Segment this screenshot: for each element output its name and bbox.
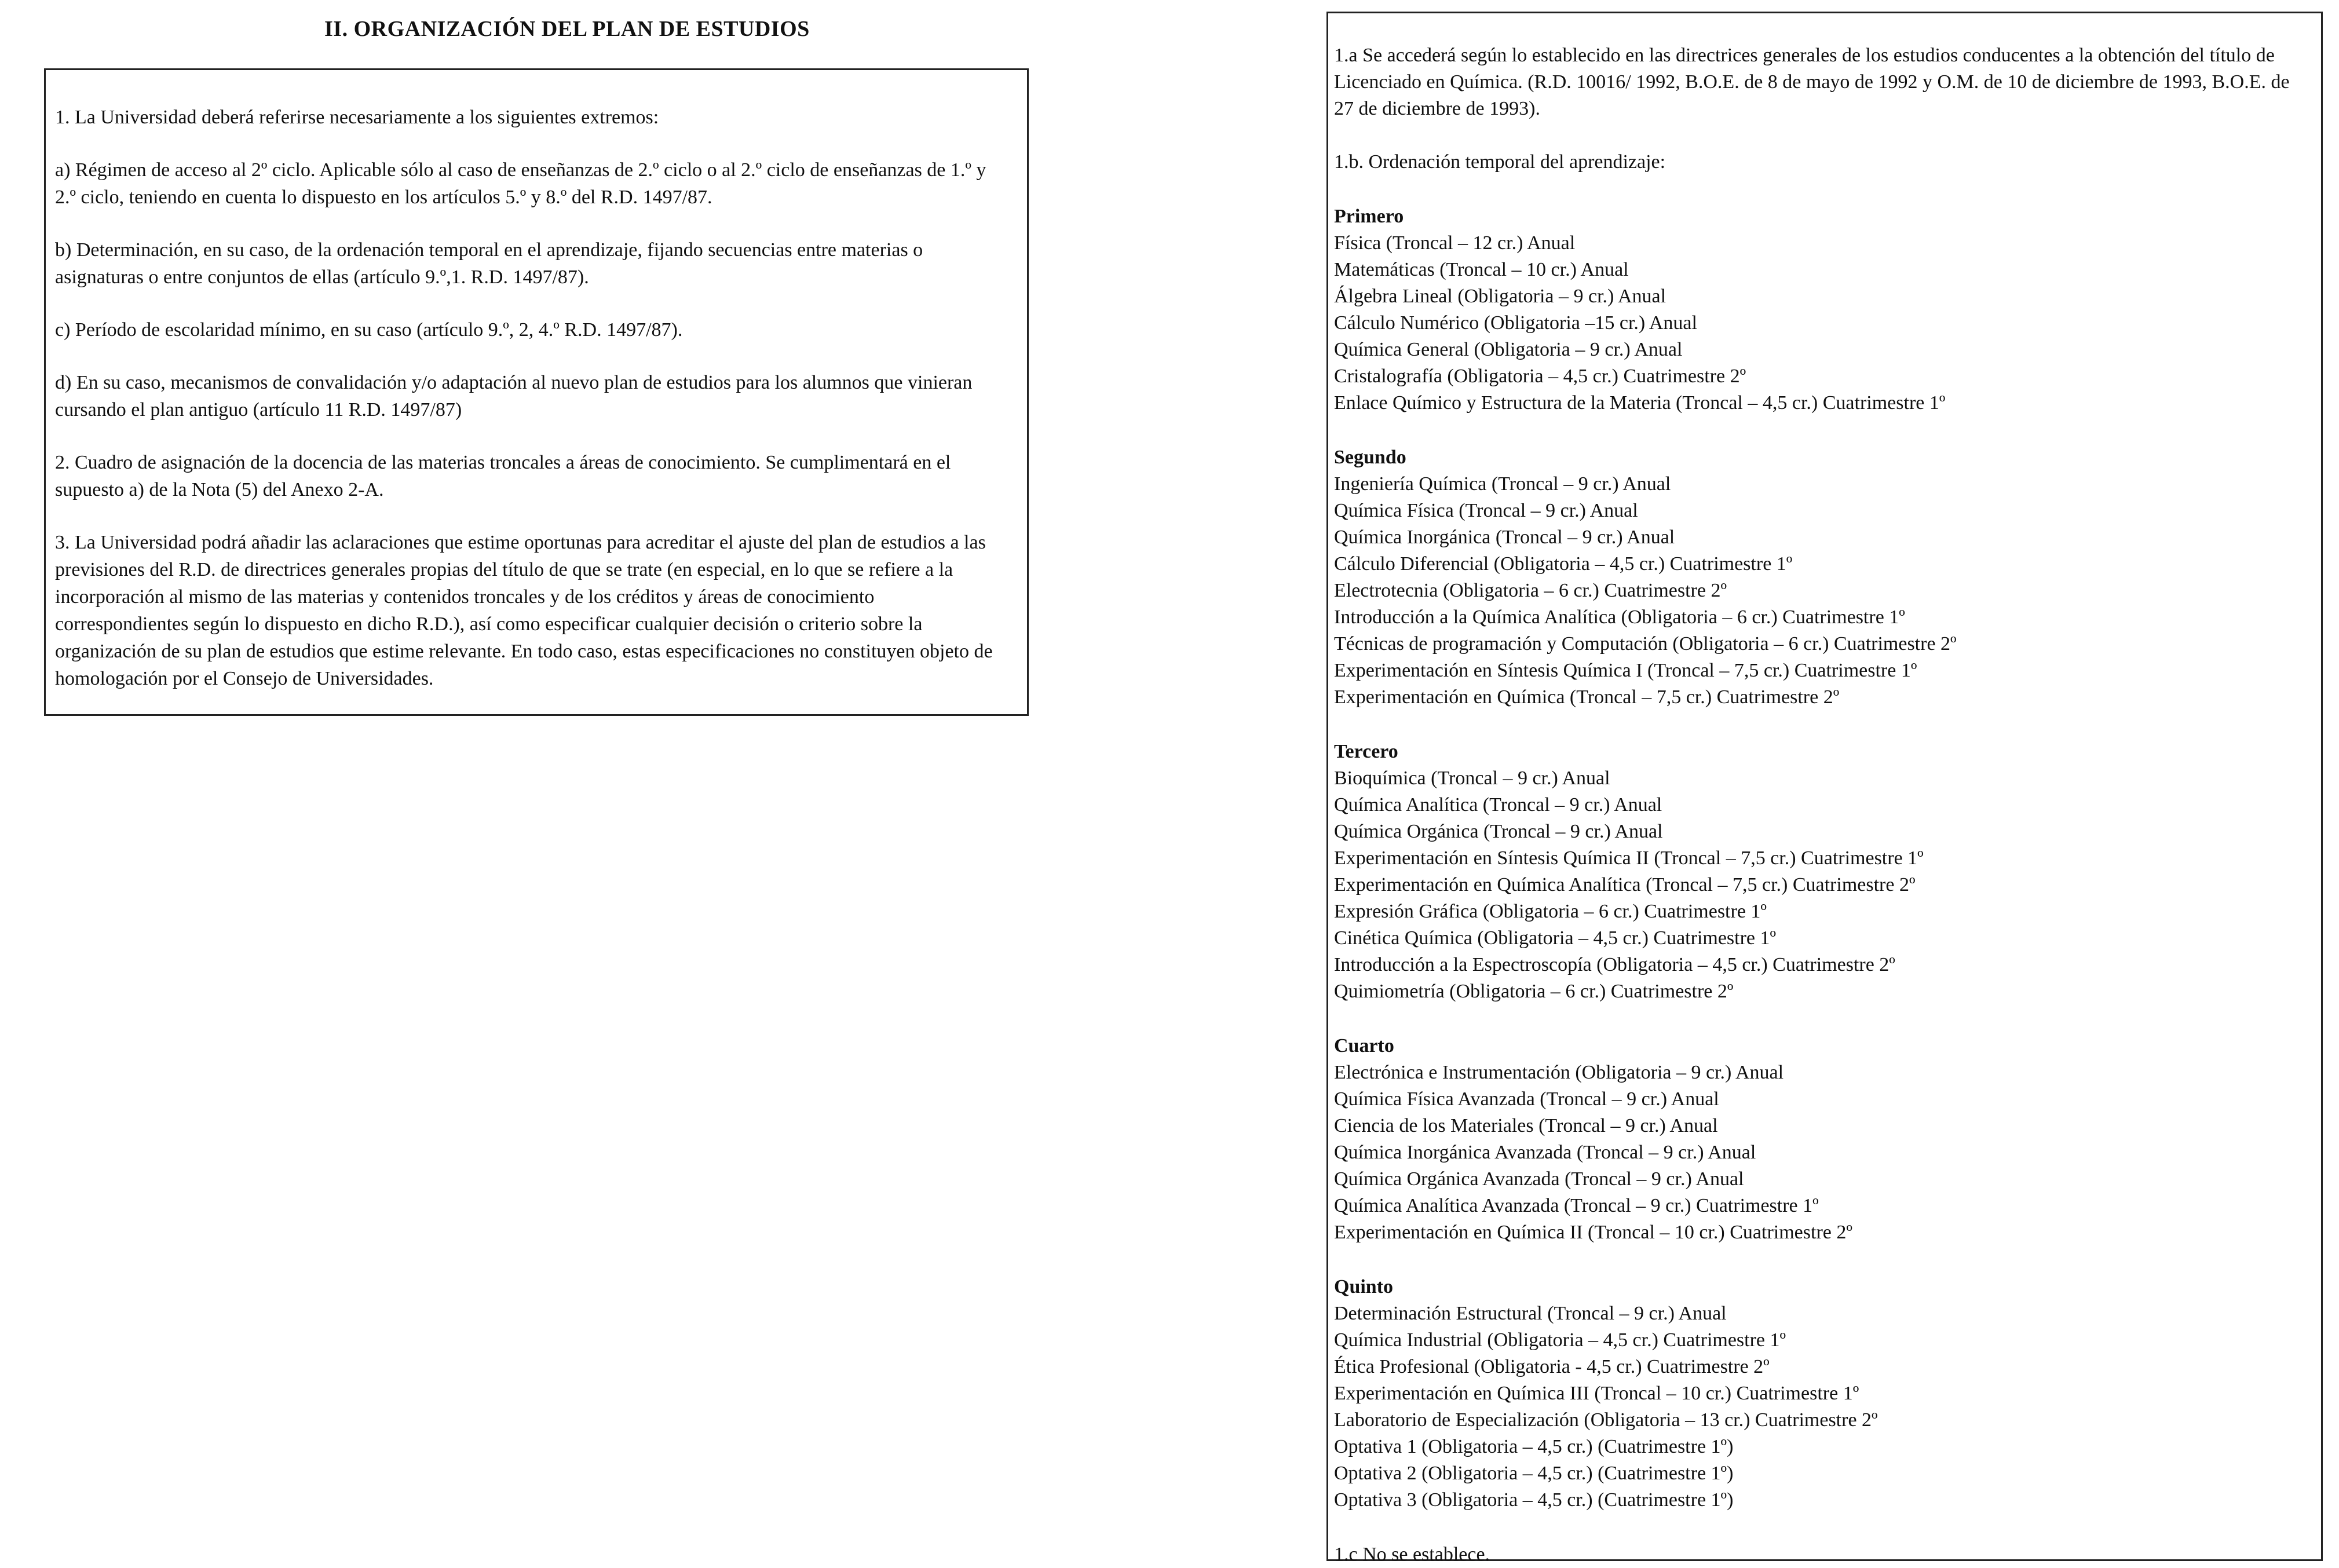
year-block [1334,203,2309,416]
course-item: Introducción a la Espectroscopía (Obligatoria – 4,5 cr.) Cuatrimestre 2º [1334,954,1895,975]
instruction-paragraph-d: d) En su caso, mecanismos de convalidación y/o adaptación al nuevo plan de estudios para los alumnos que vinieran cursando el plan antiguo (artículo 11 R.D. 1497/87) [55,372,973,421]
course-item: Experimentación en Química (Troncal – 7,5 cr.) Cuatrimestre 2º [1334,686,1840,708]
course-item: Introducción a la Química Analítica (Obligatoria – 6 cr.) Cuatrimestre 1º [1334,606,1905,628]
course-item: Química Analítica (Troncal – 9 cr.) Anual [1334,794,1662,816]
instruction-paragraph-a: a) Régimen de acceso al 2º ciclo. Aplicable sólo al caso de enseñanzas de 2.º ciclo o al 2.º ciclo de enseñanzas de 1.º y 2.º ciclo, teniendo en cuenta lo dispuesto en los artículos 5.º y 8.º del R.D. 1497/87. [55,159,986,208]
course-item: Bioquímica (Troncal – 9 cr.) Anual [1334,767,1610,789]
course-item: Quimiometría (Obligatoria – 6 cr.) Cuatrimestre 2º [1334,981,1734,1002]
course-item: Química Analítica Avanzada (Troncal – 9 cr.) Cuatrimestre 1º [1334,1195,1819,1216]
course-list [1334,230,2309,416]
course-item: Laboratorio de Especialización (Obligatoria – 13 cr.) Cuatrimestre 2º [1334,1409,1878,1431]
course-item: Química Física (Troncal – 9 cr.) Anual [1334,500,1638,521]
minimum-period-paragraph: 1.c No se establece. [1334,1544,1490,1565]
course-item: Física (Troncal – 12 cr.) Anual [1334,232,1576,254]
year-title: Cuarto [1334,1035,1394,1057]
instruction-paragraph-3: 3. La Universidad podrá añadir las aclaraciones que estime oportunas para acreditar el ajuste del plan de estudios a las previsiones del R.D. de directrices generales propias del título de que se trate (en especial, en lo que se refiere a la incorporación al mismo de las materias y contenidos troncales y de los créditos y áreas de conocimiento correspondientes según lo dispuesto en dicho R.D.), así como especificar cualquier decisión o criterio sobre la organización de su plan de estudios que estime relevante. En todo caso, estas especificaciones no constituyen objeto de homologación por el Consejo de Universidades. [55,532,993,689]
course-item: Química General (Obligatoria – 9 cr.) Anual [1334,339,1683,360]
course-item: Álgebra Lineal (Obligatoria – 9 cr.) Anual [1334,286,1666,307]
year-title: Primero [1334,206,1404,227]
course-item: Experimentación en Química II (Troncal – 10 cr.) Cuatrimestre 2º [1334,1222,1852,1243]
page-title: II. ORGANIZACIÓN DEL PLAN DE ESTUDIOS [324,17,810,41]
course-item: Expresión Gráfica (Obligatoria – 6 cr.) Cuatrimestre 1º [1334,901,1767,922]
course-item: Determinación Estructural (Troncal – 9 cr.) Anual [1334,1303,1727,1324]
year-title: Tercero [1334,741,1398,762]
course-item: Matemáticas (Troncal – 10 cr.) Anual [1334,259,1629,280]
course-item: Química Inorgánica (Troncal – 9 cr.) Anual [1334,527,1675,548]
course-list [1334,1300,2309,1514]
course-item: Química Física Avanzada (Troncal – 9 cr.) Anual [1334,1088,1719,1110]
course-list [1334,471,2309,711]
year-block [1334,1274,2309,1514]
course-item: Química Orgánica (Troncal – 9 cr.) Anual [1334,821,1663,842]
course-item: Experimentación en Síntesis Química I (Troncal – 7,5 cr.) Cuatrimestre 1º [1334,660,1917,681]
course-item: Química Industrial (Obligatoria – 4,5 cr.) Cuatrimestre 1º [1334,1329,1786,1351]
course-item: Experimentación en Química III (Troncal – 10 cr.) Cuatrimestre 1º [1334,1383,1859,1404]
access-regime-paragraph: 1.a Se accederá según lo establecido en las directrices generales de los estudios conducentes a la obtención del título de Licenciado en Química. (R.D. 10016/ 1992, B.O.E. de 8 de mayo de 1992 y O.M. de 10 de diciembre de 1993, B.O.E. de 27 de diciembre de 1993). [1334,45,2290,119]
instruction-paragraph-1: 1. La Universidad deberá referirse necesariamente a los siguientes extremos: [55,107,659,128]
study-plan-box [1326,12,2323,1565]
years-container [1334,203,2309,1514]
year-block [1334,1033,2309,1246]
instructions-box [44,68,1029,716]
instruction-paragraph-2: 2. Cuadro de asignación de la docencia de las materias troncales a áreas de conocimiento. Se cumplimentará en el supuesto a) de la Nota (5) del Anexo 2-A. [55,452,951,500]
instruction-paragraph-c: c) Período de escolaridad mínimo, en su caso (artículo 9.º, 2, 4.º R.D. 1497/87). [55,319,683,341]
course-item: Ética Profesional (Obligatoria - 4,5 cr.) Cuatrimestre 2º [1334,1356,1770,1377]
course-item: Enlace Químico y Estructura de la Materia (Troncal – 4,5 cr.) Cuatrimestre 1º [1334,392,1946,414]
course-item: Experimentación en Síntesis Química II (Troncal – 7,5 cr.) Cuatrimestre 1º [1334,847,1924,869]
course-item: Química Inorgánica Avanzada (Troncal – 9 cr.) Anual [1334,1142,1756,1163]
course-item: Ciencia de los Materiales (Troncal – 9 cr.) Anual [1334,1115,1718,1136]
course-item: Optativa 3 (Obligatoria – 4,5 cr.) (Cuatrimestre 1º) [1334,1489,1734,1511]
course-item: Química Orgánica Avanzada (Troncal – 9 cr.) Anual [1334,1168,1744,1190]
course-list [1334,765,2309,1005]
course-item: Ingeniería Química (Troncal – 9 cr.) Anual [1334,473,1671,495]
instruction-paragraph-b: b) Determinación, en su caso, de la ordenación temporal en el aprendizaje, fijando secuencias entre materias o asignaturas o entre conjuntos de ellas (artículo 9.º,1. R.D. 1497/87). [55,239,923,288]
temporal-order-heading: 1.b. Ordenación temporal del aprendizaje: [1334,151,1666,173]
course-item: Electrotecnia (Obligatoria – 6 cr.) Cuatrimestre 2º [1334,580,1727,601]
year-block [1334,444,2309,711]
course-item: Optativa 2 (Obligatoria – 4,5 cr.) (Cuatrimestre 1º) [1334,1463,1734,1484]
course-item: Electrónica e Instrumentación (Obligatoria – 9 cr.) Anual [1334,1062,1784,1083]
course-item: Cristalografía (Obligatoria – 4,5 cr.) Cuatrimestre 2º [1334,365,1746,387]
year-title: Quinto [1334,1276,1394,1297]
year-block [1334,739,2309,1005]
course-list [1334,1059,2309,1246]
course-item: Técnicas de programación y Computación (Obligatoria – 6 cr.) Cuatrimestre 2º [1334,633,1957,655]
course-item: Optativa 1 (Obligatoria – 4,5 cr.) (Cuatrimestre 1º) [1334,1436,1734,1457]
course-item: Cálculo Numérico (Obligatoria –15 cr.) Anual [1334,312,1697,334]
year-title: Segundo [1334,447,1406,468]
course-item: Cálculo Diferencial (Obligatoria – 4,5 cr.) Cuatrimestre 1º [1334,553,1793,575]
course-item: Experimentación en Química Analítica (Troncal – 7,5 cr.) Cuatrimestre 2º [1334,874,1916,896]
course-item: Cinética Química (Obligatoria – 4,5 cr.) Cuatrimestre 1º [1334,927,1777,949]
